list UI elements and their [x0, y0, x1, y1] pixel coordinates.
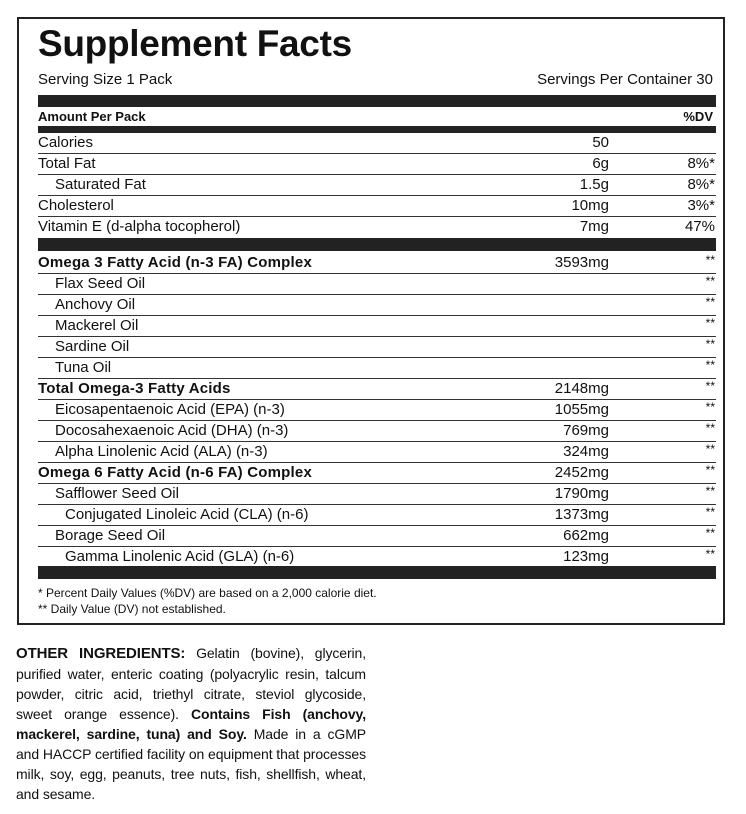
nutrient-dv: ** — [705, 526, 715, 540]
table-row — [38, 175, 716, 196]
nutrient-amount: 123mg — [563, 548, 609, 565]
table-row — [38, 379, 716, 400]
nutrient-dv: ** — [705, 421, 715, 435]
nutrient-dv: ** — [705, 505, 715, 519]
allergen-statement: Contains Fish (anchovy, mackerel, sardine, tuna) and Soy. — [16, 706, 366, 742]
table-row — [38, 274, 716, 295]
nutrient-dv: 8%* — [687, 176, 715, 193]
other-ingredients-label: OTHER INGREDIENTS: — [16, 645, 186, 662]
table-row — [38, 337, 716, 358]
nutrient-name: Flax Seed Oil — [55, 275, 146, 292]
nutrient-name: Vitamin E (d-alpha tocopherol) — [38, 218, 241, 235]
nutrient-dv: ** — [705, 316, 715, 330]
nutrient-amount: 50 — [592, 134, 609, 151]
nutrient-amount: 769mg — [563, 422, 609, 439]
nutrient-amount: 6g — [592, 155, 609, 172]
table-row — [38, 463, 716, 484]
thick-divider-top — [38, 95, 716, 107]
nutrient-dv: 8%* — [687, 155, 715, 172]
nutrient-dv: ** — [705, 484, 715, 498]
nutrient-amount: 2148mg — [554, 380, 609, 397]
nutrient-name: Saturated Fat — [55, 176, 146, 193]
nutrient-dv: ** — [705, 253, 715, 267]
nutrient-dv: ** — [705, 337, 715, 351]
nutrient-dv: ** — [705, 442, 715, 456]
nutrient-name: Cholesterol — [38, 197, 114, 214]
nutrient-dv: ** — [705, 379, 715, 393]
nutrient-amount: 7mg — [579, 218, 609, 235]
table-row — [38, 442, 716, 463]
table-row — [38, 133, 716, 154]
ingredients-text: Gelatin (bovine), glycerin, purified water, enteric coating (polyacrylic resin, talcum powder, citric acid, triethyl citrate, steviol glycoside, sweet orange essence). — [16, 645, 367, 722]
facility-statement: Made in a cGMP and HACCP certified facility on equipment that processes milk, soy, egg, peanuts, tree nuts, fish, shellfish, wheat, and sesame. — [16, 726, 366, 802]
table-row — [38, 154, 716, 175]
nutrient-amount: 2452mg — [554, 464, 609, 481]
nutrient-name: Mackerel Oil — [55, 317, 139, 334]
nutrient-name: Omega 3 Fatty Acid (n-3 FA) Complex — [38, 254, 312, 271]
other-ingredients — [16, 643, 366, 804]
nutrient-name: Eicosapentaenoic Acid (EPA) (n-3) — [55, 401, 285, 418]
table-row — [38, 196, 716, 217]
nutrient-name: Borage Seed Oil — [55, 527, 166, 544]
nutrient-section-basic — [38, 133, 716, 238]
table-row — [38, 547, 716, 568]
nutrient-name: Safflower Seed Oil — [55, 485, 179, 502]
table-row — [38, 358, 716, 379]
nutrient-dv: 47% — [684, 218, 715, 235]
nutrient-dv: ** — [705, 400, 715, 414]
nutrient-amount: 3593mg — [554, 254, 609, 271]
nutrient-amount: 1373mg — [554, 506, 609, 523]
footnote-dv-basis: * Percent Daily Values (%DV) are based on a 2,000 calorie diet. — [38, 586, 377, 600]
nutrient-dv: ** — [705, 463, 715, 477]
nutrient-name: Anchovy Oil — [55, 296, 136, 313]
table-row — [38, 253, 716, 274]
footnote-dv-not-established: ** Daily Value (DV) not established. — [38, 602, 226, 616]
nutrient-dv: ** — [705, 547, 715, 561]
thick-divider-middle — [38, 238, 716, 251]
nutrient-amount: 10mg — [571, 197, 609, 214]
serving-size: Serving Size 1 Pack — [38, 71, 173, 88]
nutrient-dv: ** — [705, 358, 715, 372]
nutrient-amount: 324mg — [563, 443, 609, 460]
nutrient-amount: 1.5g — [579, 176, 609, 193]
supplement-facts-panel — [17, 17, 725, 625]
nutrient-amount: 1790mg — [554, 485, 609, 502]
table-row — [38, 505, 716, 526]
medium-divider — [38, 126, 716, 133]
thick-divider-bottom — [38, 566, 716, 579]
nutrient-amount: 662mg — [563, 527, 609, 544]
footnotes — [38, 585, 377, 617]
table-row — [38, 421, 716, 442]
table-row — [38, 400, 716, 421]
amount-per-header: Amount Per Pack — [38, 109, 146, 124]
nutrient-name: Total Fat — [38, 155, 96, 172]
servings-per-container: Servings Per Container 30 — [537, 71, 713, 88]
nutrient-dv: 3%* — [687, 197, 715, 214]
table-row — [38, 295, 716, 316]
dv-header: %DV — [683, 109, 713, 124]
nutrient-amount: 1055mg — [554, 401, 609, 418]
nutrient-name: Gamma Linolenic Acid (GLA) (n-6) — [65, 548, 295, 565]
table-row — [38, 217, 716, 238]
nutrient-name: Docosahexaenoic Acid (DHA) (n-3) — [55, 422, 289, 439]
nutrient-section-fatty-acids — [38, 253, 716, 568]
nutrient-name: Sardine Oil — [55, 338, 130, 355]
nutrient-name: Calories — [38, 134, 94, 151]
nutrient-name: Alpha Linolenic Acid (ALA) (n-3) — [55, 443, 268, 460]
nutrient-name: Omega 6 Fatty Acid (n-6 FA) Complex — [38, 464, 312, 481]
panel-title: Supplement Facts — [38, 23, 352, 64]
nutrient-name: Tuna Oil — [55, 359, 112, 376]
nutrient-name: Conjugated Linoleic Acid (CLA) (n-6) — [65, 506, 309, 523]
nutrient-dv: ** — [705, 295, 715, 309]
nutrient-name: Total Omega-3 Fatty Acids — [38, 380, 231, 397]
table-row — [38, 316, 716, 337]
table-row — [38, 484, 716, 505]
table-row — [38, 526, 716, 547]
nutrient-dv: ** — [705, 274, 715, 288]
